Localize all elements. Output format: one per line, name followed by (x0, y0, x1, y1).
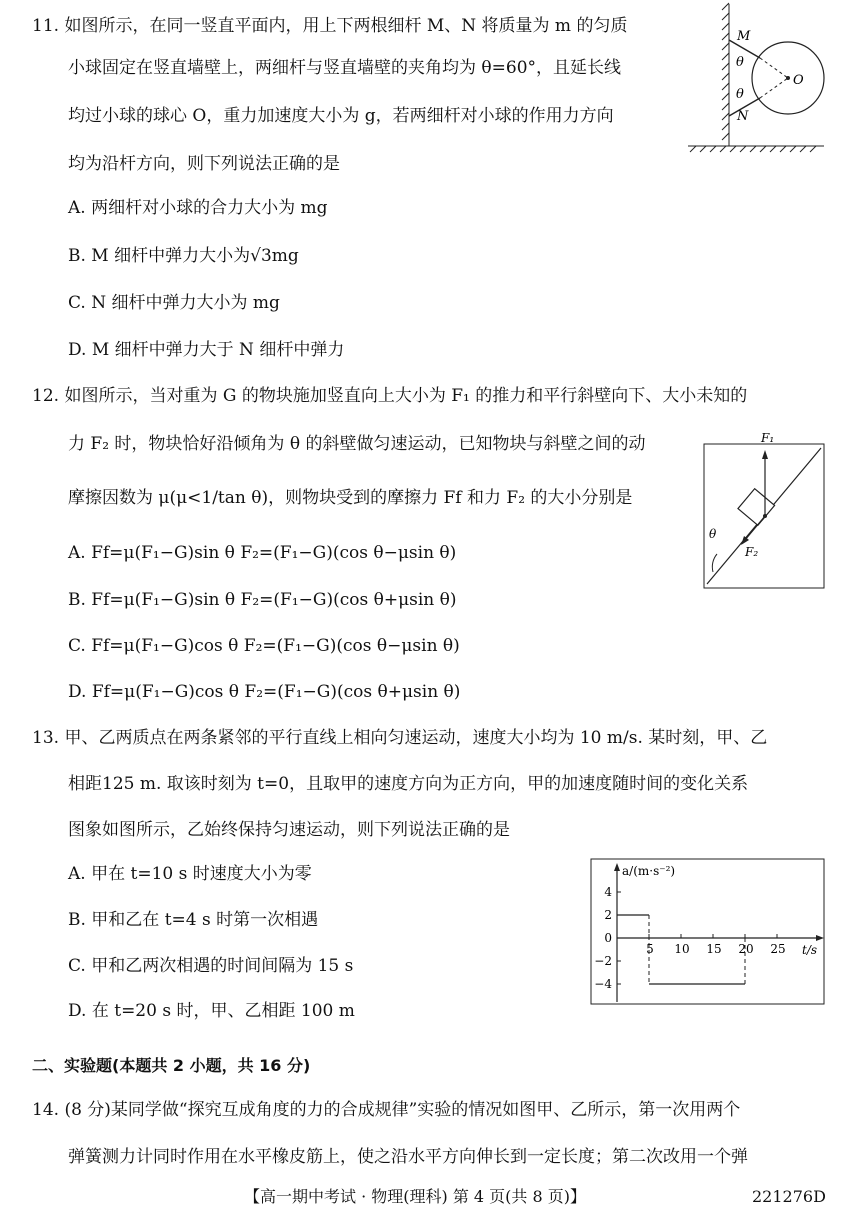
x-tick-label: 10 (674, 942, 690, 956)
label-n: N (737, 109, 749, 124)
y-tick-label: −4 (594, 977, 612, 991)
q12-option-b: B. Ff=μ(F₁−G)sin θ F₂=(F₁−G)(cos θ+μsin θ) (68, 590, 457, 610)
q13-option-d: D. 在 t=20 s 时，甲、乙相距 100 m (68, 1001, 355, 1021)
q14-line-2: 弹簧测力计同时作用在水平橡皮筋上，使之沿水平方向伸长到一定长度；第二次改用一个弹 (68, 1147, 748, 1167)
y-tick-label: 4 (604, 885, 612, 899)
section-title: 二、实验题(本题共 2 小题，共 16 分) (32, 1056, 311, 1075)
q13-line-2: 相距125 m. 取该时刻为 t=0，且取甲的速度方向为正方向，甲的加速度随时间的变化关系 (68, 774, 749, 794)
q13-acceleration-chart (590, 858, 826, 1006)
chart-xlabel: t/s (802, 943, 818, 957)
q13-option-b: B. 甲和乙在 t=4 s 时第一次相遇 (68, 910, 319, 930)
y-axis-arrow (614, 863, 620, 871)
q11-figure (684, 0, 830, 156)
q11-line-1: 11. 如图所示，在同一竖直平面内，用上下两根细杆 M、N 将质量为 m 的匀质 (32, 16, 628, 36)
page-footer: 【高一期中考试 · 物理(理科) 第 4 页(共 8 页)】 (244, 1187, 587, 1206)
x-axis-arrow (816, 935, 824, 941)
x-tick-label: 20 (738, 942, 754, 956)
q11-line-2: 小球固定在竖直墙壁上，两细杆与竖直墙壁的夹角均为 θ=60°，且延长线 (68, 58, 622, 78)
y-tick-label: −2 (594, 954, 612, 968)
q11-line-3: 均过小球的球心 O，重力加速度大小为 g，若两细杆对小球的作用力方向 (68, 106, 614, 126)
q11-option-c: C. N 细杆中弹力大小为 mg (68, 293, 280, 313)
q12-line-3: 摩擦因数为 μ(μ<1/tan θ)，则物块受到的摩擦力 Ff 和力 F₂ 的大小分别是 (68, 488, 633, 508)
chart-ylabel: a/(m·s⁻²) (622, 864, 676, 878)
y-tick-label: 2 (604, 908, 612, 922)
x-tick-label: 5 (646, 942, 654, 956)
label-f1: F₁ (761, 431, 775, 445)
q11-line-4: 均为沿杆方向，则下列说法正确的是 (68, 154, 340, 174)
q12-line-1: 12. 如图所示，当对重为 G 的物块施加竖直向上大小为 F₁ 的推力和平行斜壁向下、大小未知的 (32, 386, 748, 406)
y-tick-label: 0 (604, 931, 612, 945)
label-f2: F₂ (745, 545, 759, 559)
q13-option-a: A. 甲在 t=10 s 时速度大小为零 (68, 864, 312, 884)
q13-option-c: C. 甲和乙两次相遇的时间间隔为 15 s (68, 956, 354, 976)
q11-option-d: D. M 细杆中弹力大于 N 细杆中弹力 (68, 340, 345, 360)
q13-line-1: 13. 甲、乙两质点在两条紧邻的平行直线上相向匀速运动，速度大小均为 10 m/s. 某时刻，甲、乙 (32, 728, 768, 748)
q12-figure (703, 426, 825, 590)
q11-option-b: B. M 细杆中弹力大小为√3mg (68, 246, 299, 266)
q12-option-d: D. Ff=μ(F₁−G)cos θ F₂=(F₁−G)(cos θ+μsin θ) (68, 682, 461, 702)
label-theta: θ (709, 527, 717, 541)
label-theta-lower: θ (736, 87, 744, 102)
q11-option-a: A. 两细杆对小球的合力大小为 mg (68, 198, 328, 218)
x-tick-label: 15 (706, 942, 722, 956)
x-tick-label: 25 (770, 942, 786, 956)
q12-option-a: A. Ff=μ(F₁−G)sin θ F₂=(F₁−G)(cos θ−μsin θ) (68, 543, 457, 563)
q12-line-2: 力 F₂ 时，物块恰好沿倾角为 θ 的斜壁做匀速运动，已知物块与斜壁之间的动 (68, 434, 646, 454)
label-theta-upper: θ (736, 55, 744, 70)
paper-code: 221276D (752, 1187, 826, 1206)
label-o: O (793, 73, 804, 88)
q13-line-3: 图象如图所示，乙始终保持匀速运动，则下列说法正确的是 (68, 820, 510, 840)
q14-line-1: 14. (8 分)某同学做“探究互成角度的力的合成规律”实验的情况如图甲、乙所示，第一次用两个 (32, 1100, 741, 1120)
q12-option-c: C. Ff=μ(F₁−G)cos θ F₂=(F₁−G)(cos θ−μsin θ) (68, 636, 460, 656)
label-m: M (737, 29, 751, 44)
